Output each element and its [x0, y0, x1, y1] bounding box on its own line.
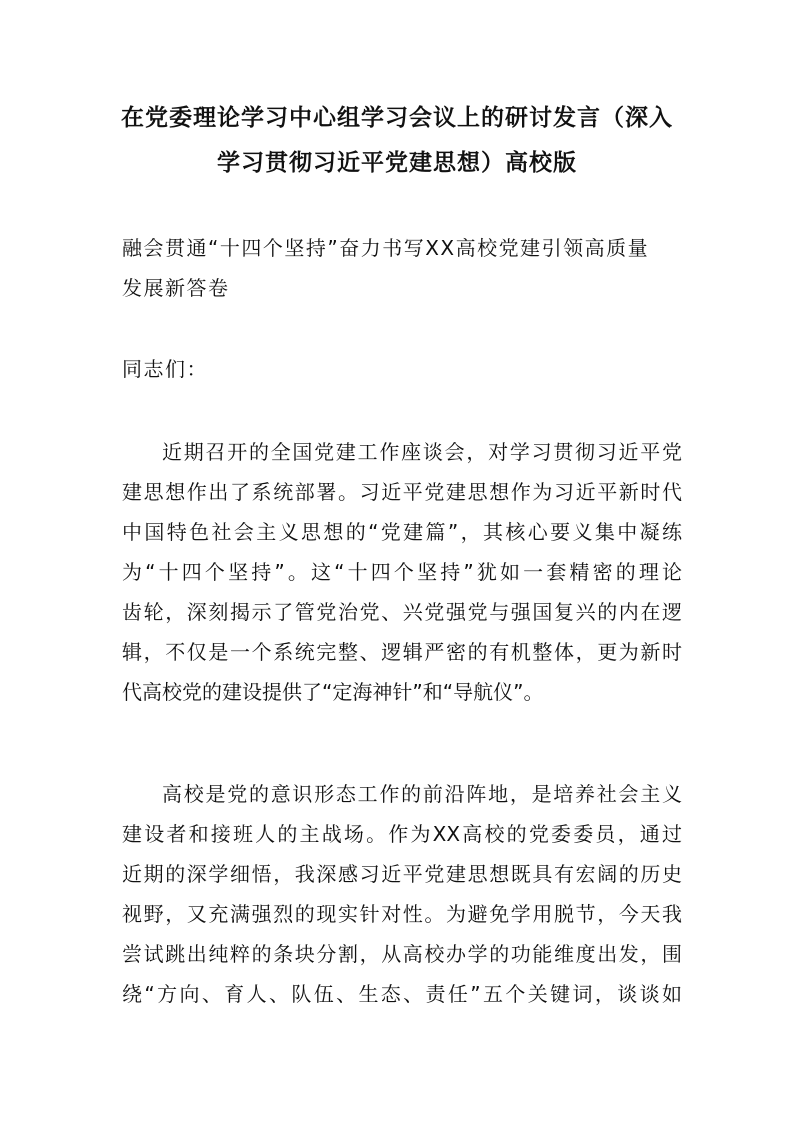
paragraph-line: 近期的深学细悟，我深感习近平党建思想既具有宏阔的历史 — [122, 862, 682, 886]
paragraph-line: 辑，不仅是一个系统完整、逻辑严密的有机整体，更为新时 — [122, 640, 682, 664]
paragraph-line: 视野，又充满强烈的现实针对性。为避免学用脱节，今天我 — [122, 902, 682, 926]
paragraph-line: 齿轮，深刻揭示了管党治党、兴党强党与强国复兴的内在逻 — [122, 600, 682, 624]
paragraph-line: 建思想作出了系统部署。习近平党建思想作为习近平新时代 — [122, 480, 682, 504]
paragraph-line: 中国特色社会主义思想的“党建篇”，其核心要义集中凝练 — [122, 520, 682, 544]
paragraph-line: 代高校党的建设提供了“定海神针”和“导航仪”。 — [122, 680, 544, 704]
subtitle-line: 融会贯通“十四个坚持”奋力书写XX高校党建引领高质量 — [122, 236, 650, 260]
document-subtitle — [122, 228, 682, 308]
body-paragraph — [122, 432, 682, 712]
paragraph-line: 尝试跳出纯粹的条块分割，从高校办学的功能维度出发，围 — [122, 942, 682, 966]
paragraph-line: 为“十四个坚持”。这“十四个坚持”犹如一套精密的理论 — [122, 560, 682, 584]
paragraph-line: 绕“方向、育人、队伍、生态、责任”五个关键词，谈谈如 — [122, 982, 682, 1006]
title-line: 在党委理论学习中心组学习会议上的研讨发言（深入 — [121, 105, 673, 131]
body-paragraph — [122, 774, 682, 1014]
subtitle-line: 发展新答卷 — [122, 276, 230, 300]
paragraph-line: 高校是党的意识形态工作的前沿阵地，是培养社会主义 — [162, 782, 682, 806]
greeting: 同志们： — [122, 357, 208, 381]
title-line: 学习贯彻习近平党建思想）高校版 — [217, 150, 577, 176]
paragraph-line: 近期召开的全国党建工作座谈会，对学习贯彻习近平党 — [162, 440, 682, 464]
document-title — [112, 96, 682, 186]
paragraph-line: 建设者和接班人的主战场。作为XX高校的党委委员，通过 — [122, 822, 682, 846]
